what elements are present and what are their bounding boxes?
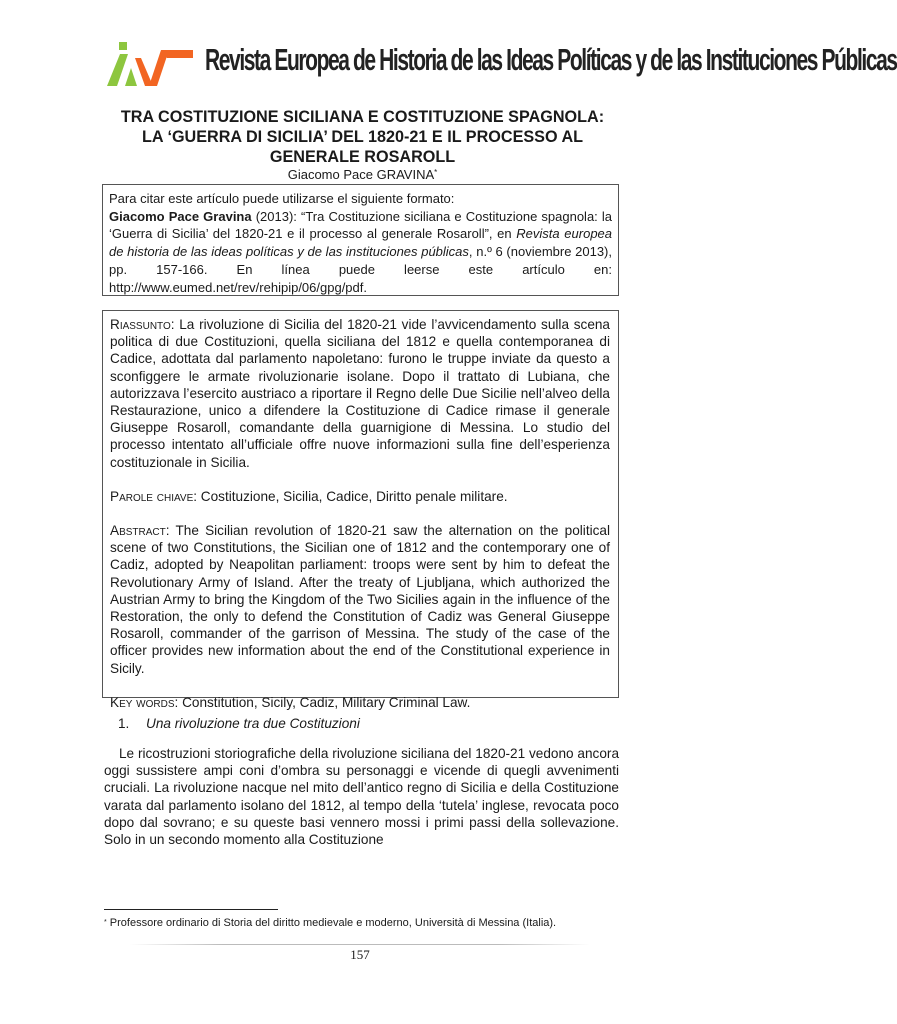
footnote-divider bbox=[104, 909, 278, 910]
citation-text-b: , n.º 6 (noviembre 2013), pp. 157-166. En línea puede leerse este artículo en: http://www.eumed.net/rev/rehipip/06/gpg/pdf. bbox=[109, 244, 612, 295]
citation-intro: Para citar este artículo puede utilizarse el siguiente formato: bbox=[109, 191, 455, 206]
journal-logo-icon bbox=[105, 40, 201, 88]
riassunto-label: Riassunto bbox=[110, 317, 171, 332]
parole-chiave-paragraph bbox=[110, 488, 610, 505]
abstract-label: Abstract bbox=[110, 523, 166, 539]
citation-author: Giacomo Pace Gravina bbox=[109, 208, 252, 224]
page-footer-divider bbox=[130, 944, 590, 945]
citation-text-a: (2013): “Tra Costituzione siciliana e Costituzione spagnola: la ‘Guerra di Sicilia’ del 1820-21 e il processo al generale Rosaroll”, en bbox=[109, 208, 612, 242]
citation-box bbox=[102, 184, 619, 296]
citation-reference bbox=[109, 208, 612, 297]
keywords-label: Key words bbox=[110, 694, 175, 710]
section-title: Una rivoluzione tra due Costituzioni bbox=[146, 716, 360, 731]
citation-journal: Revista europea de historia de las ideas políticas y de las instituciones públicas bbox=[109, 226, 613, 260]
title-line: LA ‘GUERRA DI SICILIA’ DEL 1820-21 E IL PROCESSO AL bbox=[141, 128, 584, 146]
section-heading bbox=[118, 715, 360, 732]
abstract-box bbox=[102, 310, 619, 710]
riassunto-paragraph bbox=[110, 316, 610, 471]
journal-header bbox=[105, 38, 897, 90]
keywords-text: : Constitution, Sicily, Cadiz, Military Criminal Law. bbox=[174, 694, 471, 710]
journal-name: Revista Europea de Historia de las Ideas Políticas y de las Instituciones Públicas bbox=[205, 44, 897, 78]
author-footnote-mark: * bbox=[434, 168, 438, 177]
keywords-paragraph bbox=[110, 694, 610, 711]
title-line: GENERALE ROSAROLL bbox=[269, 148, 456, 166]
parole-chiave-label: Parole chiave bbox=[110, 488, 194, 504]
abstract-text: : The Sicilian revolution of 1820-21 saw the alternation on the political scene of two Constitutions, the Sicilian one of 1812 and the contemporary one of Cadiz, adopted by Neapolitan parliament: troops were sent by him to defeat the Revolutionary Army of Island. After the treaty of Ljubljana, which authorized the Austrian Army to bring the Kingdom of the Two Sicilies again in the influence of the Restoration, the only to defend the Constitution of Cadiz was General Giuseppe Rosaroll, commander of the garrison of Messina. The study of the case of the officer provides new information about the end of the Constitutional experience in Sicily. bbox=[110, 523, 610, 676]
article-title bbox=[100, 107, 625, 167]
section-number: 1. bbox=[118, 716, 130, 731]
body-paragraph: Le ricostruzioni storiografiche della rivoluzione siciliana del 1820-21 vedono ancora oggi sussistere ampi coni d’ombra su personaggi e vicende di quegli avvenimenti cruciali. La rivoluzione nacque nel mito dell’antico regno di Sicilia e della Costituzione varata dal parlamento isolano del 1812, al tempo della ‘tutela’ inglese, revocata poco dopo dal sovrano; e su queste basi vennero mossi i primi passi della sollevazione. Solo in un secondo momento alla Costituzione bbox=[104, 746, 619, 848]
title-line: TRA COSTITUZIONE SICILIANA E COSTITUZIONE SPAGNOLA: bbox=[120, 108, 605, 126]
author-name: Giacomo Pace GRAVINA bbox=[287, 167, 435, 182]
footnote-text: Professore ordinario di Storia del diritto medievale e moderno, Università di Messina (Italia). bbox=[106, 917, 557, 929]
footnote bbox=[104, 916, 624, 930]
abstract-paragraph bbox=[110, 522, 610, 677]
riassunto-text: : La rivoluzione di Sicilia del 1820-21 vide l’avvicendamento sulla scena politica di due Costituzioni, quella siciliana del 1812 e quella contemporanea di Cadice, adottata dal parlamento napoletano: furono le truppe inviate da questo a sconfiggere le armate rivoluzionarie isolane. Dopo il trattato di Lubiana, che autorizzava l’esercito austriaco a riportare il Regno delle Due Sicilie nell’alveo della Restaurazione, unico a difendere la Costituzione di Cadice rimase il generale Giuseppe Rosaroll, comandante della guarnigione di Messina. Lo studio del processo intentato all’ufficiale offre nuove informazioni sulla fine dell’esperienza costituzionale in Sicilia. bbox=[110, 317, 610, 470]
parole-chiave-text: : Costituzione, Sicilia, Cadice, Diritto penale militare. bbox=[193, 488, 508, 504]
page-number: 157 bbox=[350, 947, 370, 962]
article-author bbox=[100, 167, 625, 183]
footnote-mark: * bbox=[104, 919, 107, 926]
